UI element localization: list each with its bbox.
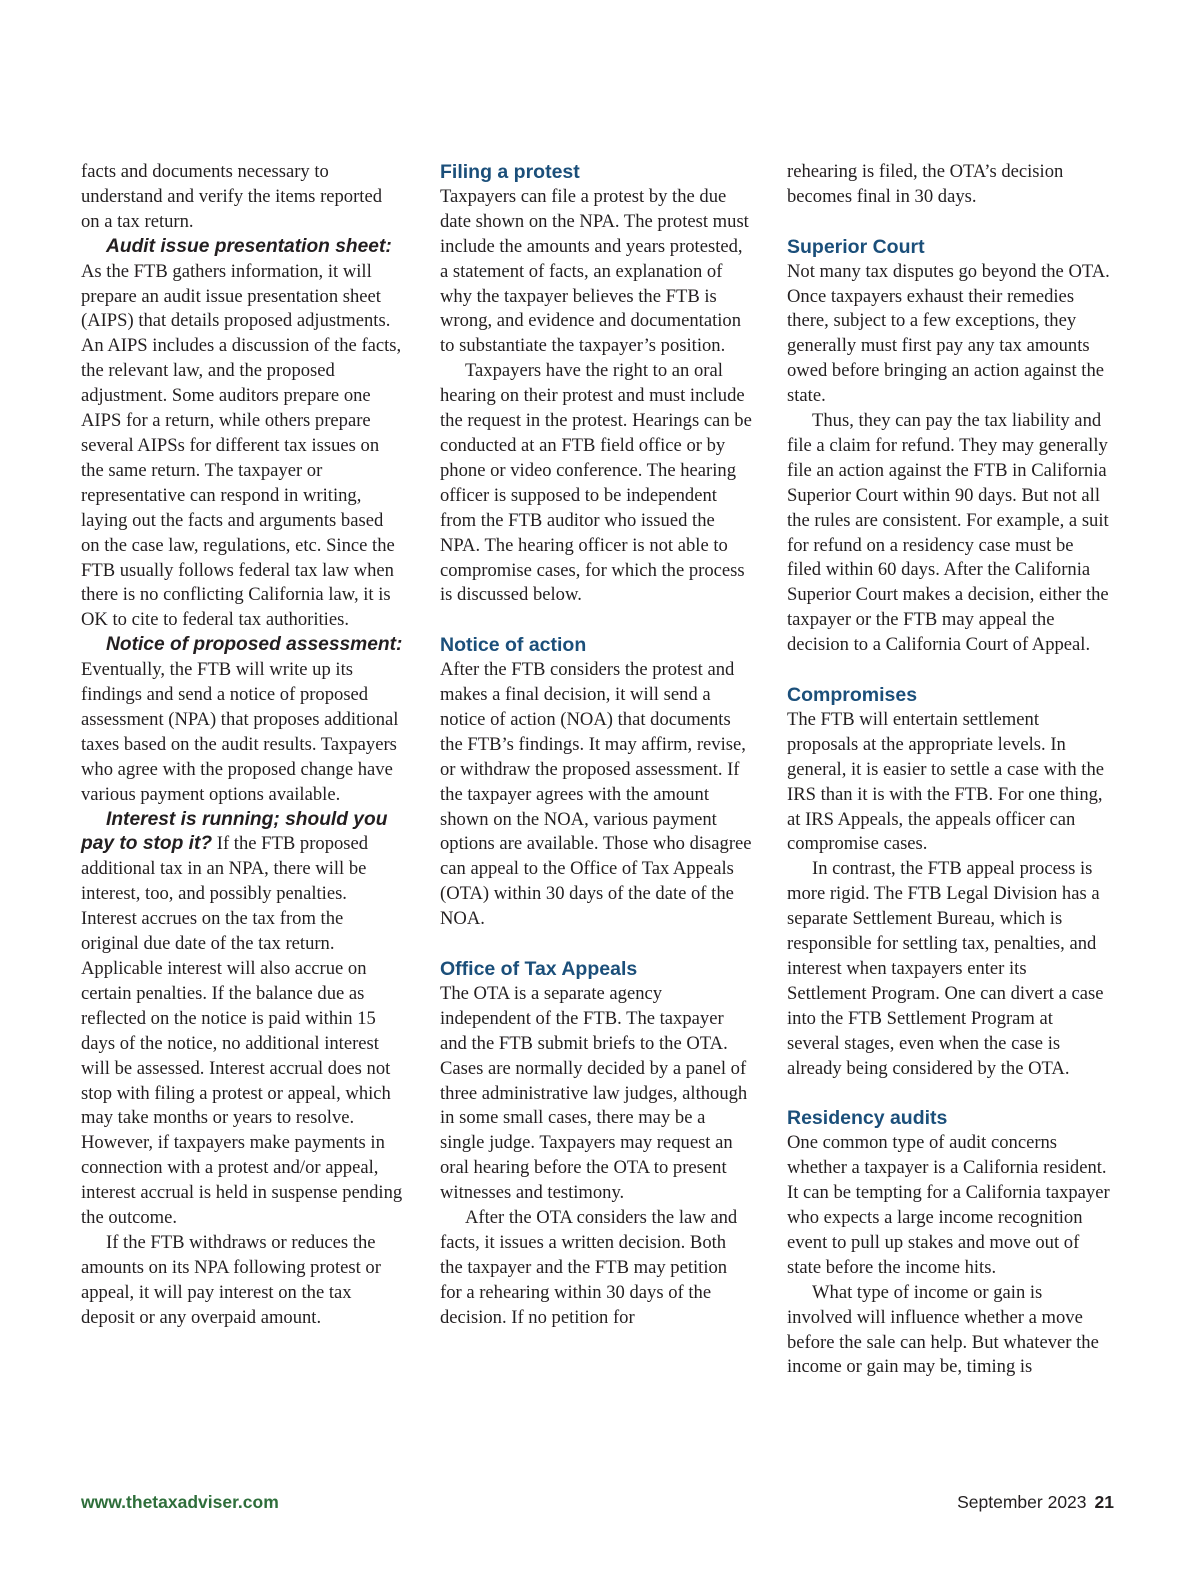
article-column-2: [440, 160, 752, 1331]
paragraph-ota-1: The OTA is a separate agency independent of the FTB. The taxpayer and the FTB submit briefs to the OTA. Cases are normally decided by a panel of three administrative law judges, although in some small cases, there may be a single judge. Taxpayers may request an oral hearing before the OTA to present witnesses and testimony.: [440, 982, 748, 1204]
run-in-heading-aips: Audit issue presentation sheet:: [106, 235, 392, 257]
paragraph-ota-2: After the OTA considers the law and facts, it issues a written decision. Both the taxpayer and the FTB may petition for a rehearing within 30 days of the decision. If no petition for: [440, 1207, 738, 1328]
paragraph-interest: [81, 808, 403, 1231]
heading-office-of-tax-appeals: Office of Tax Appeals: [440, 957, 638, 980]
body-interest: If the FTB proposed additional tax in an NPA, there will be interest, too, and possibly penalties. Interest accrues on the tax from the original due date of the tax return. Applicable interest will also accrue on certain penalties. If the balance due as reflected on the notice is paid within 15 days of the notice, no additional interest will be assessed. Interest accrual does not stop with filing a protest or appeal, which may take months or years to resolve. However, if taxpayers make payments in connection with a protest and/or appeal, interest accrual is held in suspense pending the outcome.: [81, 833, 403, 1229]
article-column-1: [81, 160, 403, 1331]
paragraph-superior-1: Not many tax disputes go beyond the OTA. Once taxpayers exhaust their remedies there, subject to a few exceptions, they generally must first pay any tax amounts owed before bringing an action against the state.: [787, 260, 1110, 407]
heading-superior-court: Superior Court: [787, 235, 925, 258]
heading-filing-protest: Filing a protest: [440, 161, 580, 183]
paragraph-aips: [81, 235, 403, 634]
paragraph-compromises-2: In contrast, the FTB appeal process is more rigid. The FTB Legal Division has a separate Settlement Bureau, which is responsible for settling tax, penalties, and interest when taxpayers enter its Settlement Program. One can divert a case into the FTB Settlement Program at several stages, even when the case is already being considered by the OTA.: [787, 858, 1104, 1079]
article-column-3: [787, 160, 1110, 1380]
run-in-heading-interest: Interest is running; should you pay to stop it?: [81, 808, 388, 855]
paragraph-residency-1: One common type of audit concerns whether a taxpayer is a California resident. It can be tempting for a California taxpayer who expects a large income recognition event to pull up stakes and move out of state before the income hits.: [787, 1132, 1110, 1278]
paragraph-residency-2: What type of income or gain is involved will influence whether a move before the sale can help. But whatever the income or gain may be, timing is: [787, 1281, 1099, 1378]
heading-compromises: Compromises: [787, 684, 918, 706]
run-in-heading-npa: Notice of proposed assessment:: [106, 634, 403, 656]
paragraph-filing-1: Taxpayers can file a protest by the due date shown on the NPA. The protest must include the amounts and years protested, a statement of facts, an explanation of why the taxpayer believes the FTB is wrong, and evidence and documentation to substantiate the taxpayer’s position.: [440, 185, 749, 357]
website-link[interactable]: www.thetaxadviser.com: [81, 1492, 279, 1512]
paragraph-continued: rehearing is filed, the OTA’s decision becomes final in 30 days.: [787, 161, 1064, 207]
paragraph-notice-of-action: After the FTB considers the protest and makes a final decision, it will send a notice of action (NOA) that documents the FTB’s findings. It may affirm, revise, or withdraw the proposed assessment. If the taxpayer agrees with the amount shown on the NOA, various payment options are available. Those who disagree can appeal to the Office of Tax Appeals (OTA) within 30 days of the date of the NOA.: [440, 659, 752, 930]
paragraph-withdraw: If the FTB withdraws or reduces the amounts on its NPA following protest or appeal, it will pay interest on the tax deposit or any overpaid amount.: [81, 1231, 381, 1328]
heading-residency-audits: Residency audits: [787, 1107, 948, 1130]
paragraph-filing-2: Taxpayers have the right to an oral hearing on their protest and must include the request in the protest. Hearings can be conducted at an FTB field office or by phone or video conference. The hearing officer is supposed to be independent from the FTB auditor who issued the NPA. The hearing officer is not able to compromise cases, for which the process is discussed below.: [440, 360, 752, 606]
issue-date: September 2023: [957, 1492, 1087, 1512]
page-number: 21: [1094, 1492, 1114, 1512]
paragraph-compromises-1: The FTB will entertain settlement proposals at the appropriate levels. In general, it is easier to settle a case with the IRS than it is with the FTB. For one thing, at IRS Appeals, the appeals officer can compromise cases.: [787, 708, 1105, 855]
heading-notice-of-action: Notice of action: [440, 634, 587, 657]
body-npa: Eventually, the FTB will write up its findings and send a notice of proposed assessment (NPA) that proposes additional taxes based on the audit results. Taxpayers who agree with the proposed change have various payment options available.: [81, 659, 399, 805]
body-aips: As the FTB gathers information, it will prepare an audit issue presentation sheet (AIPS) that details proposed adjustments. An AIPS includes a discussion of the facts, the relevant law, and the proposed adjustment. Some auditors prepare one AIPS for a return, while others prepare several AIPSs for different tax issues on the same return. The taxpayer or representative can respond in writing, laying out the facts and arguments based on the case law, regulations, etc. Since the FTB usually follows federal tax law when there is no conflicting California law, it is OK to cite to federal tax authorities.: [81, 260, 402, 631]
paragraph-intro: facts and documents necessary to understand and verify the items reported on a tax return.: [81, 161, 383, 232]
page-footer: [957, 1492, 1114, 1513]
paragraph-superior-2: Thus, they can pay the tax liability and file a claim for refund. They may generally file an action against the FTB in California Superior Court within 90 days. But not all the rules are consistent. For example, a suit for refund on a residency case must be filed within 60 days. After the California Superior Court makes a decision, either the taxpayer or the FTB may appeal the decision to a California Court of Appeal.: [787, 410, 1109, 656]
paragraph-npa: [81, 633, 403, 807]
